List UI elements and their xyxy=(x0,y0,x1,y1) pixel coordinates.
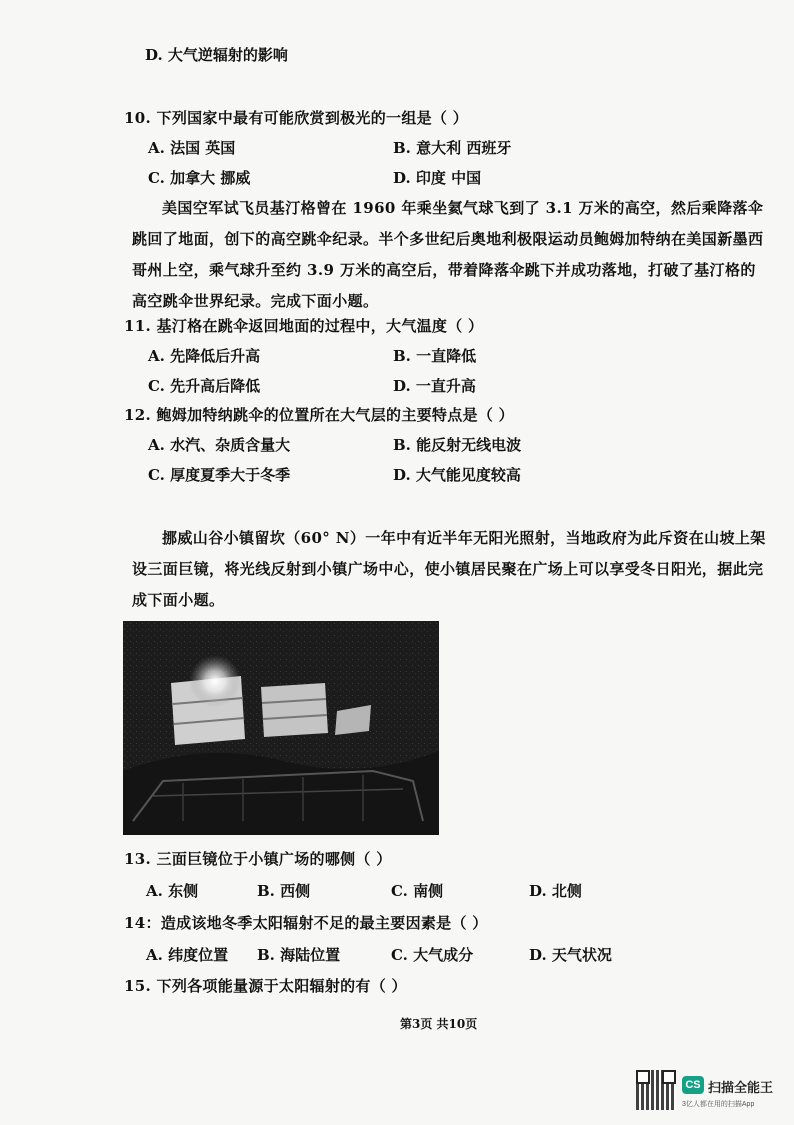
q12-option-b: B. 能反射无线电波 xyxy=(393,436,522,454)
q12-option-a: A. 水汽、杂质含量大 xyxy=(148,436,291,454)
q11-option-a: A. 先降低后升高 xyxy=(148,347,261,365)
page-number: 第3页 共10页 xyxy=(400,1017,478,1031)
passage-skydiving: 美国空军试飞员基汀格曾在 1960 年乘坐氦气球飞到了 3.1 万米的高空，然后乘降落伞跳回了地面，创下的高空跳伞纪录。半个多世纪后奥地利极限运动员鲍姆加特纳在美国新墨西哥州上空，乘气球升至约 3.9 万米的高空后，带着降落伞跳下并成功落地，打破了基汀格的高空跳伞世界纪录。完成下面小题。 xyxy=(132,199,764,310)
q10-option-b: B. 意大利 西班牙 xyxy=(393,139,512,157)
camscanner-logo-icon: CS xyxy=(682,1076,704,1094)
q14-option-b: B. 海陆位置 xyxy=(257,946,341,964)
q11-option-b: B. 一直降低 xyxy=(393,347,477,365)
q14-option-a: A. 纬度位置 xyxy=(146,946,229,964)
q14-option-c: C. 大气成分 xyxy=(391,946,474,964)
camscanner-tagline: 3亿人都在用的扫描App xyxy=(682,1101,755,1108)
q11-stem: 11. 基汀格在跳伞返回地面的过程中，大气温度（ ） xyxy=(124,317,484,335)
camscanner-name: 扫描全能王 xyxy=(708,1080,774,1095)
q10-option-a: A. 法国 英国 xyxy=(148,139,236,157)
q14-stem: 14：造成该地冬季太阳辐射不足的最主要因素是（ ） xyxy=(124,914,488,932)
q11-option-c: C. 先升高后降低 xyxy=(148,377,261,395)
q13-option-b: B. 西侧 xyxy=(257,882,311,900)
q13-stem: 13. 三面巨镜位于小镇广场的哪侧（ ） xyxy=(124,850,392,868)
q10-stem: 10. 下列国家中最有可能欣赏到极光的一组是（ ） xyxy=(124,109,469,127)
qr-code-icon xyxy=(636,1070,676,1110)
q12-option-c: C. 厚度夏季大于冬季 xyxy=(148,466,291,484)
q11-option-d: D. 一直升高 xyxy=(393,377,476,395)
q15-stem: 15. 下列各项能量源于太阳辐射的有（ ） xyxy=(124,977,407,995)
q10-option-c: C. 加拿大 挪威 xyxy=(148,169,251,187)
q12-option-d: D. 大气能见度较高 xyxy=(393,466,521,484)
q14-option-d: D. 天气状况 xyxy=(529,946,612,964)
q13-option-d: D. 北侧 xyxy=(529,882,582,900)
passage-mirrors: 挪威山谷小镇留坎（60° N）一年中有近半年无阳光照射，当地政府为此斥资在山坡上架设三面巨镜，将光线反射到小镇广场中心，使小镇居民聚在广场上可以享受冬日阳光，据此完成下面小题。 xyxy=(132,529,766,609)
q10-option-d: D. 印度 中国 xyxy=(393,169,482,187)
q13-option-a: A. 东侧 xyxy=(146,882,199,900)
q12-stem: 12. 鲍姆加特纳跳伞的位置所在大气层的主要特点是（ ） xyxy=(124,406,514,424)
mirrors-photo xyxy=(123,621,439,835)
q9-option-d: D. 大气逆辐射的影响 xyxy=(145,46,288,64)
q13-option-c: C. 南侧 xyxy=(391,882,444,900)
